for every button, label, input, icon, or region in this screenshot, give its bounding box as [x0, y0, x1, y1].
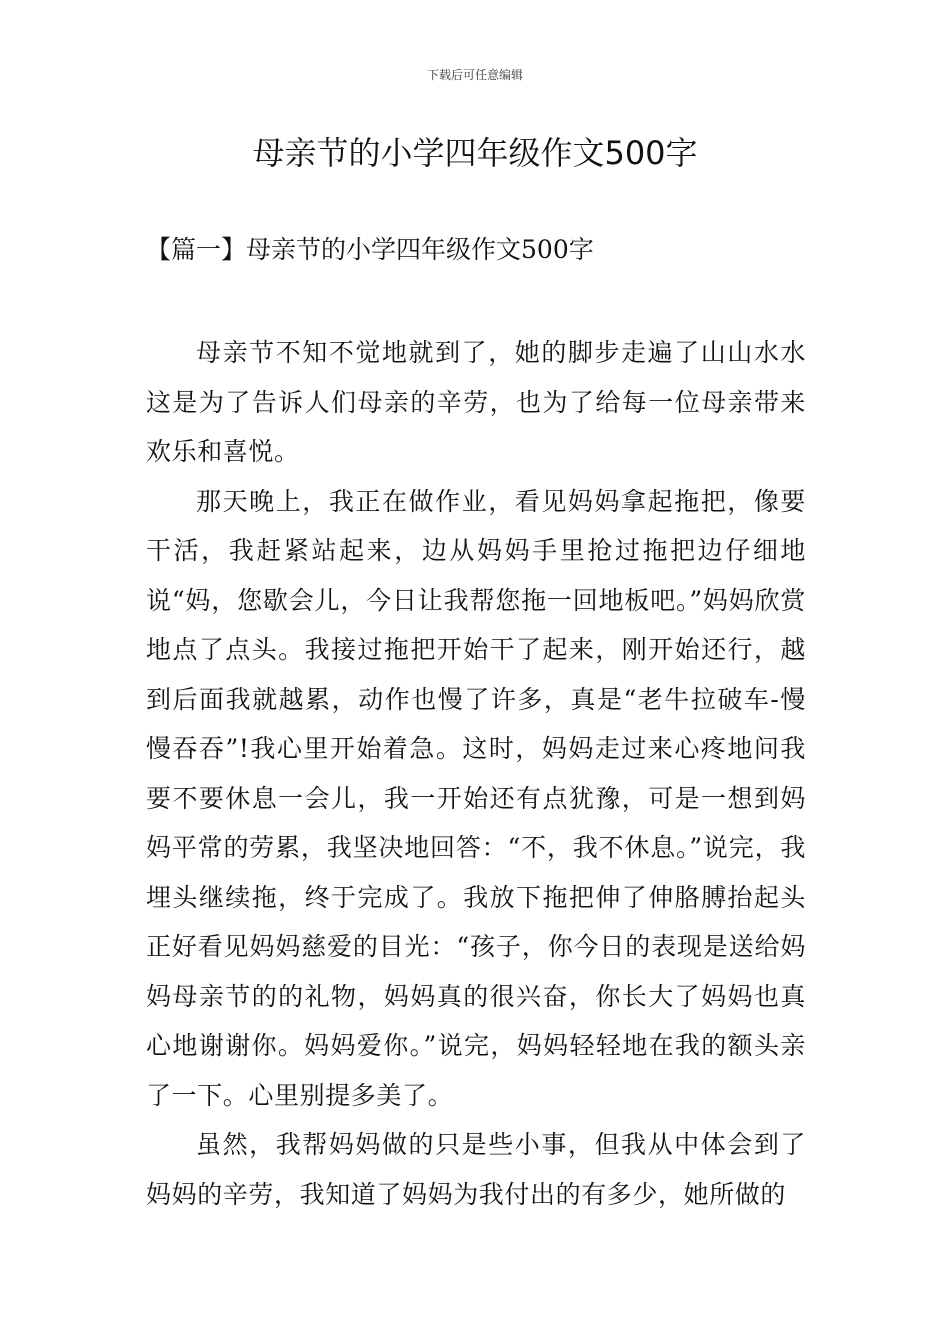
header-note: 下载后可任意编辑 [426, 68, 523, 82]
body-text [146, 328, 806, 1219]
paragraph-1: 母亲节不知不觉地就到了，她的脚步走遍了山山水水这是为了告诉人们母亲的辛劳，也为了给每一位母亲带来欢乐和喜悦。 [146, 338, 806, 466]
paragraph-3: 虽然，我帮妈妈做的只是些小事，但我从中体会到了妈妈的辛劳，我知道了妈妈为我付出的有多少，她所做的 [146, 1130, 806, 1209]
document-title: 母亲节的小学四年级作文500字 [252, 134, 698, 172]
section-heading: 【篇一】母亲节的小学四年级作文500字 [146, 235, 594, 264]
paragraph-2: 那天晚上，我正在做作业，看见妈妈拿起拖把，像要干活，我赶紧站起来，边从妈妈手里抢过拖把边仔细地说“妈，您歇会儿，今日让我帮您拖一回地板吧。”妈妈欣赏地点了点头。我接过拖把开始干了起来，刚开始还行，越到后面我就越累，动作也慢了许多，真是“老牛拉破车-慢慢吞吞”!我心里开始着急。这时，妈妈走过来心疼地问我要不要休息一会儿，我一开始还有点犹豫，可是一想到妈妈平常的劳累，我坚决地回答：“不，我不休息。”说完，我埋头继续拖，终于完成了。我放下拖把伸了伸胳膊抬起头正好看见妈妈慈爱的目光：“孩子，你今日的表现是送给妈妈母亲节的的礼物，妈妈真的很兴奋，你长大了妈妈也真心地谢谢你。妈妈爱你。”说完，妈妈轻轻地在我的额头亲了一下。心里别提多美了。 [146, 486, 806, 1110]
